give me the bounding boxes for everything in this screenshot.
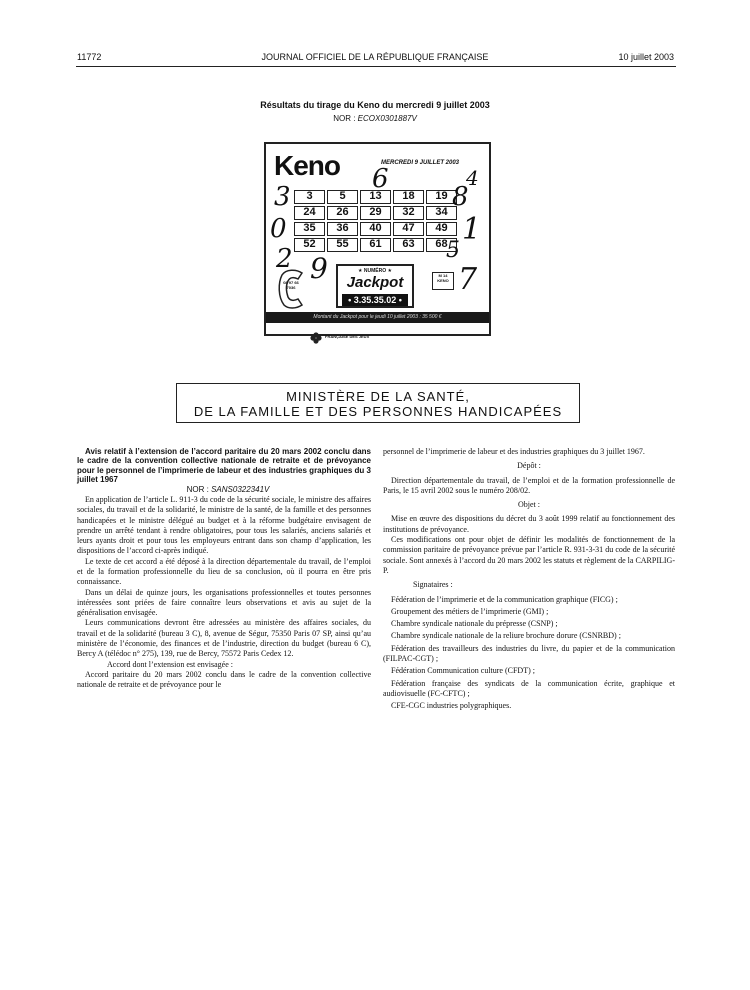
keno-number: 68: [426, 238, 457, 252]
handwritten-digit: 6: [372, 164, 389, 194]
ministry-line-1: MINISTÈRE DE LA SANTÉ,: [286, 389, 470, 404]
handwritten-digit: 9: [310, 252, 328, 285]
paragraph: En application de l’article L. 911-3 du code de la sécurité sociale, le ministre des affaires sociales, du travail et de la solidarité, le ministre de la santé, de la famille et des personnes handicapées et le ministre délégué au budget et à la réforme budgétaire envisagent de prendre un arrêté tendant à rendre obligatoires, pour tous les salariés, anciens salariés et leurs ayants droit et pour tous les employeurs entrant dans son champ d’application, les dispositions de l’accord ci-après indiqué.: [77, 494, 371, 556]
keno-number: 36: [327, 222, 358, 236]
avis-nor: [77, 485, 371, 495]
clover-icon: [310, 332, 322, 344]
handwritten-digit: 2: [276, 244, 293, 274]
page-number: 11772: [77, 52, 102, 62]
keno-draw-date: MERCREDI 9 JUILLET 2003: [381, 160, 460, 166]
jackpot-box: [336, 264, 414, 308]
paragraph: Accord dont l’extension est envisagée :: [107, 659, 233, 669]
avis-nor-code: SANS0322341V: [211, 484, 270, 494]
jackpot-number: • 3.35.35.02 •: [342, 294, 408, 306]
keno-number: 32: [393, 206, 424, 220]
depot-heading: Dépôt :: [517, 461, 541, 471]
signataire-item: Fédération des travailleurs des industries du livre, du papier et de la communication (FILPAC-CGT) ;: [383, 643, 675, 664]
handwritten-digit: 5: [446, 238, 460, 263]
paragraph: personnel de l’imprimerie de labeur et des industries graphiques du 3 juillet 1967.: [383, 447, 645, 456]
keno-number: 61: [360, 238, 391, 252]
text-column-left: [77, 447, 371, 691]
signataire-item: Chambre syndicale nationale de la reliure brochure dorure (CSNRBD) ;: [391, 631, 621, 641]
paragraph: Direction départementale du travail, de l’emploi et de la formation professionnelle de Paris, le 15 avril 2002 sous le numéro 208/02.: [383, 475, 675, 495]
keno-results-title: Résultats du tirage du Keno du mercredi 9 juillet 2003: [260, 100, 490, 110]
jackpot-banner: Montant du Jackpot pour le jeudi 10 juillet 2003 : 35 500 €: [266, 312, 489, 323]
journal-title: JOURNAL OFFICIEL DE LA RÉPUBLIQUE FRANÇAISE: [261, 52, 489, 62]
keno-number: 47: [393, 222, 424, 236]
keno-ticket: [264, 142, 491, 336]
keno-number: 49: [426, 222, 457, 236]
avis-nor-label: NOR :: [186, 484, 209, 494]
keno-number: 18: [393, 190, 424, 204]
telephone-icon: [276, 269, 310, 311]
paragraph: Mise en œuvre des dispositions du décret du 3 août 1999 relatif au fonctionnement des institutions de prévoyance.: [383, 514, 675, 534]
keno-logo: Keno: [274, 150, 340, 181]
keno-number: 24: [294, 206, 325, 220]
paragraph: Dans un délai de quinze jours, les organisations professionnelles et toutes personnes intéressées sont priées de faire connaître leurs observations et avis au sujet de la généralisation envisagée.: [77, 587, 371, 618]
paragraph: Accord paritaire du 20 mars 2002 conclu dans le cadre de la convention collective nationale de retraite et de prévoyance pour le: [77, 669, 371, 690]
paragraph: Ces modifications ont pour objet de définir les modalités de fonctionnement de la commission paritaire de prévoyance prévue par l’article R. 931-3-31 du code de la sécurité sociale. Sont annexés à l’accord du 20 mars 2002 les statuts et règlement de la CARPILIG-P.: [383, 535, 675, 575]
paragraph: Le texte de cet accord a été déposé à la direction départementale du travail, de l’emploi et de la formation professionnelle du lieu de sa conclusion, où il pourra en être pris connaissance.: [77, 556, 371, 587]
keno-number: 55: [327, 238, 358, 252]
keno-number: 35: [294, 222, 325, 236]
issue-date: 10 juillet 2003: [618, 52, 674, 62]
handwritten-digit: 4: [466, 166, 479, 190]
signataire-item: Fédération française des syndicats de la communication écrite, graphique et audiovisuelle (FC-CFTC) ;: [383, 678, 675, 698]
keno-number: 29: [360, 206, 391, 220]
avis-title: Avis relatif à l’extension de l’accord paritaire du 20 mars 2002 conclu dans le cadre de la convention collective nationale de retraite et de prévoyance pour le personnel de l’imprimerie de labeur et des industries graphiques du 3 juillet 1967: [77, 447, 371, 485]
signataire-item: Fédération Communication culture (CFDT) ;: [391, 666, 535, 676]
handwritten-digit: 7: [458, 262, 478, 297]
keno-number: 63: [393, 238, 424, 252]
ministry-line-2: DE LA FAMILLE ET DES PERSONNES HANDICAPÉES: [193, 404, 563, 419]
minitel-card: M 14 KENO: [432, 272, 454, 290]
handwritten-digit: 0: [270, 214, 287, 244]
header-rule: [76, 66, 676, 67]
signataires-heading: Signataires :: [413, 580, 453, 590]
handwritten-digit: 1: [462, 212, 482, 247]
keno-number: 13: [360, 190, 391, 204]
keno-number: 34: [426, 206, 457, 220]
handwritten-digit: 3: [274, 182, 291, 212]
keno-number: 40: [360, 222, 391, 236]
fdj-logo-text: FRANÇAISE DES JEUX: [325, 334, 370, 339]
keno-nor-code: ECOX0301887V: [357, 114, 417, 123]
paragraph: Leurs communications devront être adressées au ministère des affaires sociales, du travail et de la solidarité (bureau 3 C), 8, avenue de Ségur, 75350 Paris 07 SP, ainsi qu’au ministère de l’économie, des finances et de l’industrie, direction du budget (bureau 6 C), Bercy A (télédoc n° 275), 139, rue de Bercy, 75572 Paris Cedex 12.: [77, 618, 371, 659]
signataire-item: Fédération de l’imprimerie et de la communication graphique (FICG) ;: [391, 594, 618, 604]
keno-number: 52: [294, 238, 325, 252]
keno-number: 3: [294, 190, 325, 204]
objet-heading: Objet :: [518, 500, 540, 510]
signataire-item: Groupement des métiers de l’imprimerie (GMI) ;: [391, 606, 549, 616]
keno-nor-label: NOR :: [333, 114, 356, 123]
text-column-right: [383, 447, 675, 712]
jackpot-word: Jackpot: [346, 274, 404, 291]
keno-number: 26: [327, 206, 358, 220]
keno-number: 5: [327, 190, 358, 204]
ministry-header: [176, 383, 580, 423]
signataire-item: Chambre syndicale nationale du prépresse (CSNP) ;: [391, 619, 558, 629]
handwritten-digit: 8: [452, 182, 469, 212]
signataire-item: CFE-CGC industries polygraphiques.: [391, 701, 512, 711]
keno-number: 19: [426, 190, 457, 204]
phone-number: 08 97 66 7036: [283, 280, 299, 290]
jackpot-label: ★ NUMÉRO ★: [358, 268, 392, 274]
keno-nor: [0, 114, 750, 123]
